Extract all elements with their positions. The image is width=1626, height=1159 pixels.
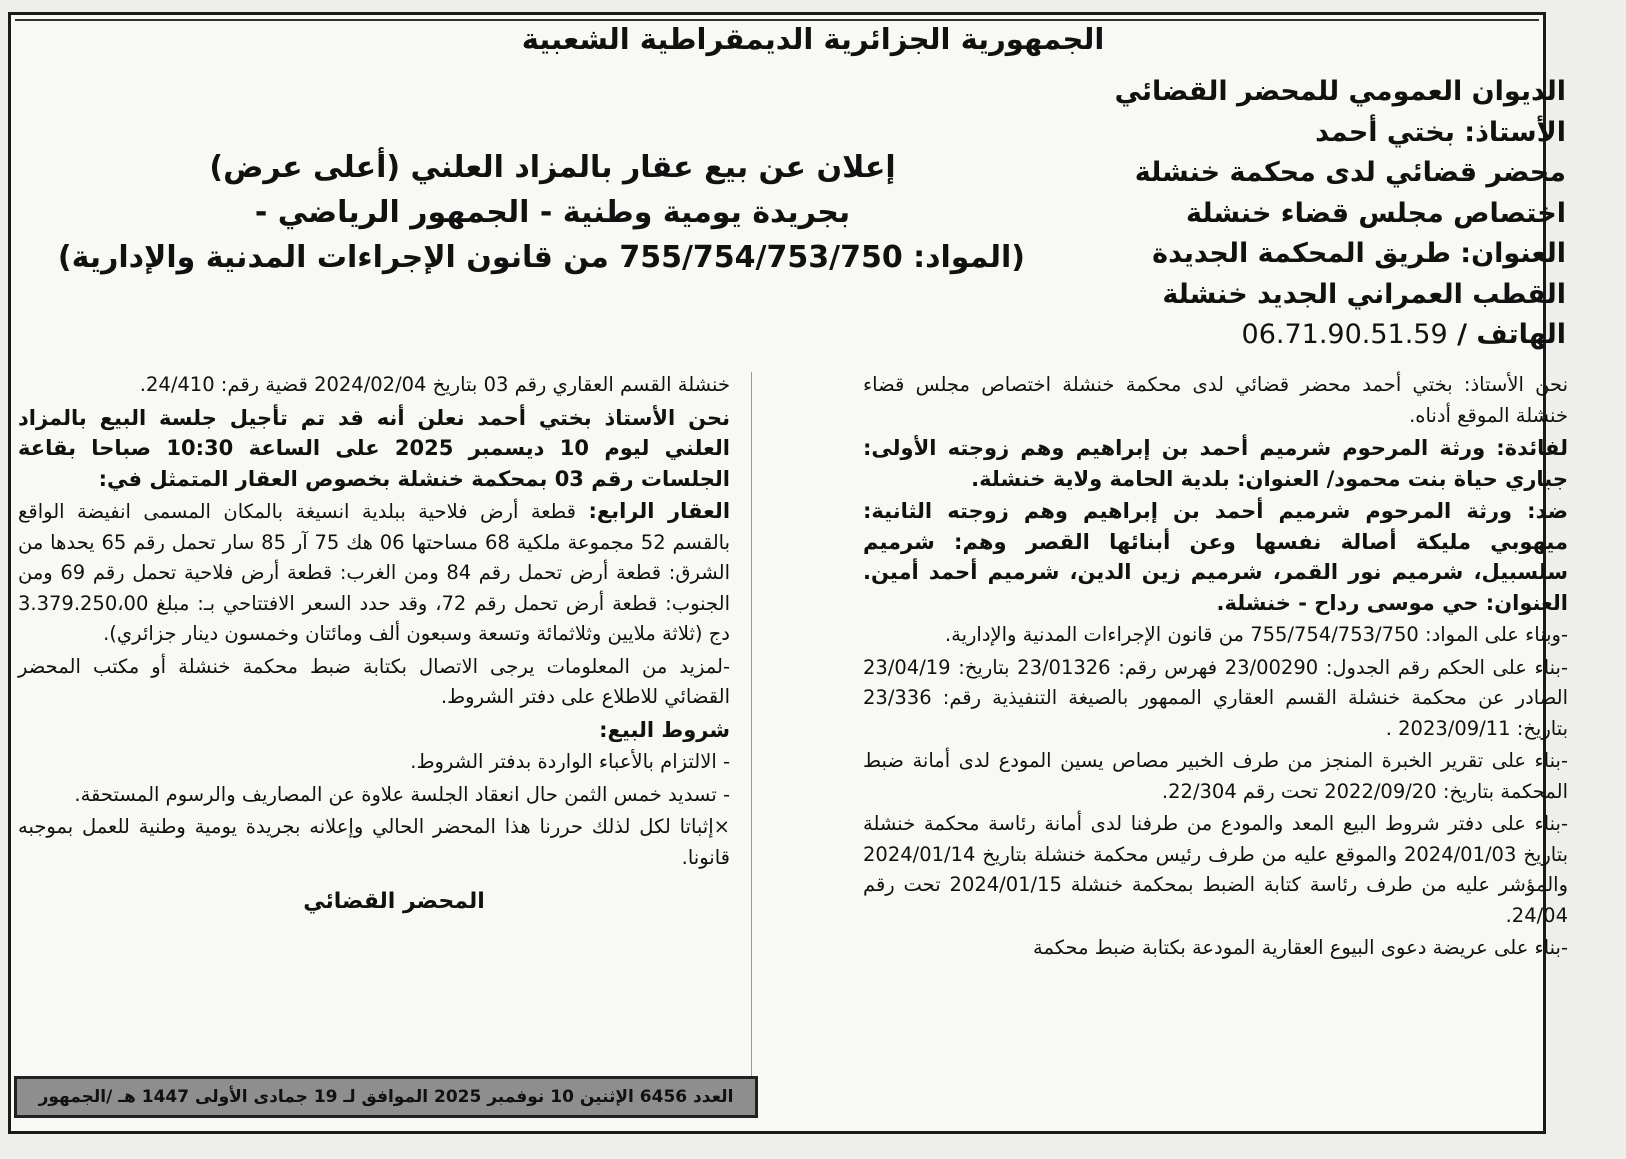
defendant: ضد: ورثة المرحوم شرميم أحمد بن إبراهيم وهم زوجته الثانية: ميهوبي مليكة أصالة نفسها وعن أبنائها القصر وهم: شرميم سلسبيل، شرميم نور القمر، شرميم زين الدين، شرميم أحمد أمين. العنوان: حي موسى رداح - خنشلة. [863, 499, 1568, 615]
conditions-title: شروط البيع: [599, 717, 730, 742]
address-line-1: العنوان: طريق المحكمة الجديدة [1152, 238, 1566, 269]
top-rule [15, 19, 1539, 21]
office-name: الديوان العمومي للمحضر القضائي [1114, 76, 1566, 107]
paragraph: ×إثباتا لكل لذلك حررنا هذا المحضر الحالي وإعلانه بجريدة يومية وطنية للعمل بموجبه قانونا. [18, 815, 730, 869]
property-label: العقار الرابع: [588, 499, 731, 523]
phone-line [1106, 315, 1566, 356]
column-divider [751, 372, 752, 1107]
paragraph: -وبناء على المواد: 755/754/753/750 من قانون الإجراءات المدنية والإدارية. [944, 623, 1568, 646]
paragraph: خنشلة القسم العقاري رقم 03 بتاريخ 2024/02/04 قضية رقم: 24/410. [139, 373, 730, 396]
office-block [1106, 72, 1566, 356]
paragraph: -بناء على عريضة دعوى البيوع العقارية المودعة بكتابة ضبط محكمة [1032, 936, 1568, 959]
issue-footer: العدد 6456 الإثنين 10 نوفمبر 2025 الموافق لـ 19 جمادى الأولى 1447 هـ /الجمهور [14, 1076, 758, 1118]
notice-title [57, 145, 1025, 280]
left-column [18, 370, 730, 918]
paragraph: -بناء على تقرير الخبرة المنجز من طرف الخبير مصاص يسين المودع لدى أمانة ضبط المحكمة بتاريخ: 2022/09/20 تحت رقم 22/304. [863, 749, 1568, 803]
signature: المحضر القضائي [303, 889, 485, 914]
condition-item: - الالتزام بالأعباء الواردة بدفتر الشروط. [410, 750, 730, 773]
paragraph: -لمزيد من المعلومات يرجى الاتصال بكتابة ضبط محكمة خنشلة أو مكتب المحضر القضائي للاطلاع على دفتر الشروط. [18, 654, 730, 708]
jurisdiction: اختصاص مجلس قضاء خنشلة [1186, 197, 1566, 229]
title-line-3: (المواد: 755/754/753/750 من قانون الإجراءات المدنية والإدارية) [57, 240, 1025, 275]
beneficiary: لفائدة: ورثة المرحوم شرميم أحمد بن إبراهيم وهم زوجته الأولى: جباري حياة بنت محمود/ العنوان: بلدية الحامة ولاية خنشلة. [863, 436, 1568, 491]
paragraph: -بناء على الحكم رقم الجدول: 23/00290 فهرس رقم: 23/01326 بتاريخ: 23/04/19 الصادر عن محكمة خنشلة القسم العقاري الممهور بالصيغة التنفيذية رقم: 23/336 بتاريخ: 2023/09/11 . [863, 655, 1568, 740]
paragraph: -بناء على دفتر شروط البيع المعد والمودع من طرفنا لدى أمانة رئاسة محكمة خنشلة بتاريخ 2024/01/03 والموقع عليه من طرف رئيس محكمة خنشلة بتاريخ 2024/01/14 والمؤشر عليه من طرف رئاسة كتابة الضبط بمحكمة خنشلة 2024/01/15 تحت رقم 24/04. [863, 812, 1569, 927]
title-line-2: بجريدة يومية وطنية - الجمهور الرياضي - [254, 195, 851, 230]
property-text: قطعة أرض فلاحية ببلدية انسيغة بالمكان المسمى انفيضة الواقع بالقسم 52 مجموعة ملكية 68 مساحتها 06 هك 75 آر 85 سار تحمل رقم 65 يحدها من الشرق: قطعة أرض تحمل رقم 84 ومن الغرب: قطعة أرض فلاحية تحمل رقم 69 ومن الجنوب: قطعة أرض تحمل رقم 72، وقد حدد السعر الافتتاحي بـ: مبلغ 3.379.250،00 دج (ثلاثة ملايين وثلاثمائة وتسعة وسبعون ألف ومائتان وخمسون دينار جزائري). [18, 500, 731, 645]
title-line-1: إعلان عن بيع عقار بالمزاد العلني (أعلى عرض) [209, 150, 896, 185]
phone-label: الهاتف / [1457, 319, 1566, 350]
right-column [863, 370, 1568, 966]
condition-item: - تسديد خمس الثمن حال انعقاد الجلسة علاوة عن المصاريف والرسوم المستحقة. [74, 782, 730, 806]
phone-number: 06.71.90.51.59 [1241, 319, 1448, 350]
headline: الجمهورية الجزائرية الديمقراطية الشعبية [521, 22, 1105, 56]
announcement: نحن الأستاذ بختي أحمد نعلن أنه قد تم تأجيل جلسة البيع بالمزاد العلني ليوم 10 ديسمبر 2025 على الساعة 10:30 صباحا بقاعة الجلسات رقم 03 بمحكمة خنشلة بخصوص العقار المتمثل في: [18, 405, 731, 491]
paragraph: نحن الأستاذ: بختي أحمد محضر قضائي لدى محكمة خنشلة اختصاص مجلس قضاء خنشلة الموقع أدناه. [863, 373, 1568, 427]
bailiff-court: محضر قضائي لدى محكمة خنشلة [1134, 157, 1566, 188]
address-line-2: القطب العمراني الجديد خنشلة [1162, 278, 1566, 310]
property-description [18, 496, 730, 650]
bailiff-name: الأستاذ: بختي أحمد [1315, 116, 1566, 148]
